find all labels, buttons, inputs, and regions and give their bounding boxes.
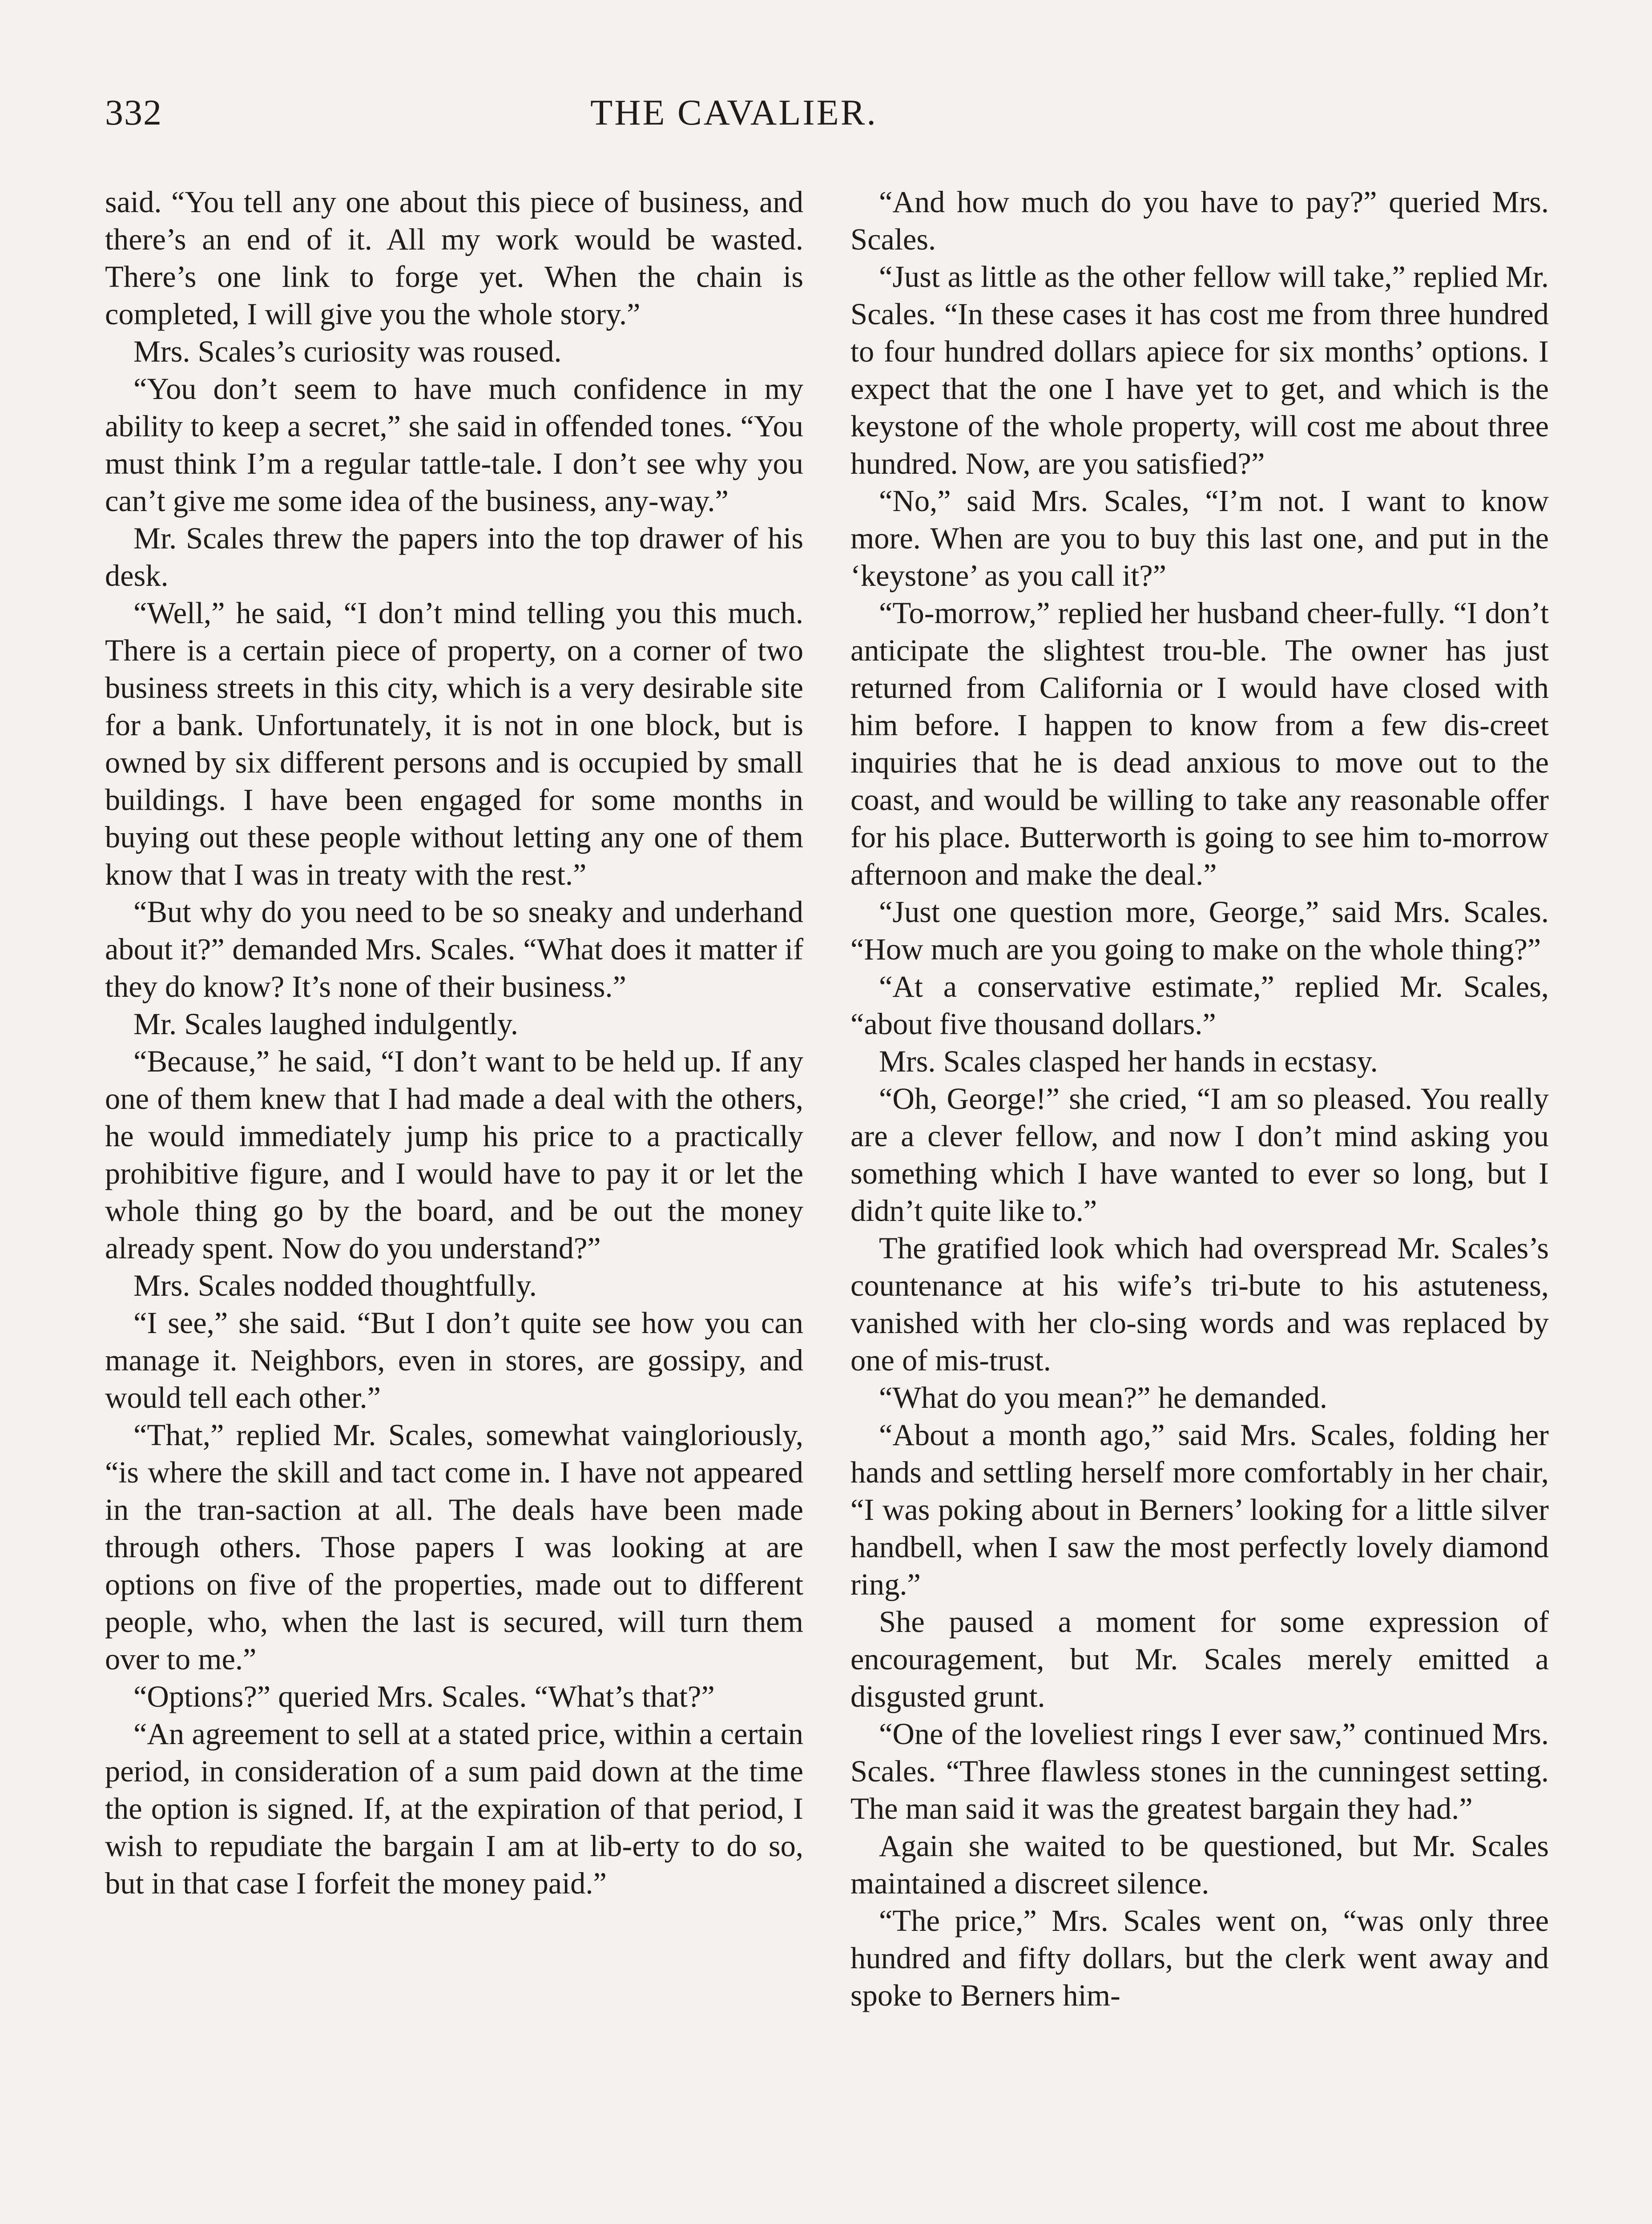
paragraph: “You don’t seem to have much confidence in my ability to keep a secret,” she said in offended tones. “You must think I’m a regular tattle-tale. I don’t see why you can’t give me some idea of the business, any-way.” — [105, 372, 803, 518]
paragraph: “That,” replied Mr. Scales, somewhat vaingloriously, “is where the skill and tact come in. I have not appeared in the tran-saction at all. The deals have been made through others. Those papers I was looking at are options on five of the properties, made out to different people, who, when the last is secured, will turn them over to me.” — [105, 1418, 803, 1676]
paragraph: “What do you mean?” he demanded. — [879, 1381, 1328, 1414]
paragraph: “An agreement to sell at a stated price, within a certain period, in consideration of a sum paid down at the time the option is signed. If, at the expiration of that period, I wish to repudiate the bargain I am at lib-erty to do so, but in that case I forfeit the money paid.” — [105, 1717, 803, 1900]
text-column-right — [850, 183, 1549, 2014]
paragraph: Again she waited to be questioned, but Mr. Scales maintained a discreet silence. — [850, 1829, 1549, 1900]
paragraph: “Options?” queried Mrs. Scales. “What’s that?” — [133, 1680, 715, 1713]
paragraph: “Well,” he said, “I don’t mind telling you this much. There is a certain piece of property, on a corner of two business streets in this city, which is a very desirable site for a bank. Unfortunately, it is not in one block, but is owned by six different persons and is occupied by small buildings. I have been engaged for some months in buying out these people without letting any one of them know that I was in treaty with the rest.” — [105, 596, 803, 891]
paragraph: She paused a moment for some expression of encouragement, but Mr. Scales merely emitted a disgusted grunt. — [850, 1605, 1549, 1713]
paragraph: “Oh, George!” she cried, “I am so pleased. You really are a clever fellow, and now I don’t mind asking you something which I have wanted to ever so long, but I didn’t quite like to.” — [850, 1082, 1549, 1228]
paragraph: “At a conservative estimate,” replied Mr. Scales, “about five thousand dollars.” — [850, 970, 1549, 1041]
running-head-title: THE CAVALIER. — [590, 92, 878, 133]
paragraph: “About a month ago,” said Mrs. Scales, folding her hands and settling herself more comfortably in her chair, “I was poking about in Berners’ looking for a little silver handbell, when I saw the most perfectly lovely diamond ring.” — [850, 1418, 1549, 1601]
paragraph: “No,” said Mrs. Scales, “I’m not. I want to know more. When are you to buy this last one, and put in the ‘keystone’ as you call it?” — [850, 484, 1549, 592]
paragraph: Mr. Scales laughed indulgently. — [133, 1007, 518, 1041]
paragraph: The gratified look which had overspread Mr. Scales’s countenance at his wife’s tri-bute to his astuteness, vanished with her clo-sing words and was replaced by one of mis-trust. — [850, 1231, 1549, 1377]
paragraph: “Just one question more, George,” said Mrs. Scales. “How much are you going to make on the whole thing?” — [850, 895, 1549, 966]
paragraph: “Because,” he said, “I don’t want to be held up. If any one of them knew that I had made a deal with the others, he would immediately jump his price to a practically prohibitive figure, and I would have to pay it or let the whole thing go by the board, and be out the money already spent. Now do you understand?” — [105, 1044, 803, 1265]
paragraph: “To-morrow,” replied her husband cheer-fully. “I don’t anticipate the slightest trou-ble. The owner has just returned from California or I would have closed with him before. I happen to know from a few dis-creet inquiries that he is dead anxious to move out to the coast, and would be willing to take any reasonable offer for his place. Butterworth is going to see him to-morrow afternoon and make the deal.” — [850, 596, 1549, 891]
paragraph: “One of the loveliest rings I ever saw,” continued Mrs. Scales. “Three flawless stones in the cunningest setting. The man said it was the greatest bargain they had.” — [850, 1717, 1549, 1825]
paragraph: Mrs. Scales nodded thoughtfully. — [133, 1269, 537, 1302]
paragraph: “But why do you need to be so sneaky and underhand about it?” demanded Mrs. Scales. “What does it matter if they do know? It’s none of their business.” — [105, 895, 803, 1003]
paragraph: “Just as little as the other fellow will take,” replied Mr. Scales. “In these cases it has cost me from three hundred to four hundred dollars apiece for six months’ options. I expect that the one I have yet to get, and which is the keystone of the whole property, will cost me about three hundred. Now, are you satisfied?” — [850, 260, 1549, 480]
paragraph: “I see,” she said. “But I don’t quite see how you can manage it. Neighbors, even in stores, are gossipy, and would tell each other.” — [105, 1306, 803, 1414]
paragraph: said. “You tell any one about this piece of business, and there’s an end of it. All my work would be wasted. There’s one link to forge yet. When the chain is completed, I will give you the whole story.” — [105, 185, 803, 331]
paragraph: “The price,” Mrs. Scales went on, “was only three hundred and fifty dollars, but the clerk went away and spoke to Berners him- — [850, 1904, 1549, 2012]
paragraph: “And how much do you have to pay?” queried Mrs. Scales. — [850, 185, 1549, 256]
text-column-left — [105, 183, 803, 1902]
paragraph: Mr. Scales threw the papers into the top drawer of his desk. — [105, 521, 803, 592]
paragraph: Mrs. Scales’s curiosity was roused. — [133, 334, 562, 368]
page-number: 332 — [105, 92, 162, 133]
paragraph: Mrs. Scales clasped her hands in ecstasy. — [879, 1044, 1378, 1078]
